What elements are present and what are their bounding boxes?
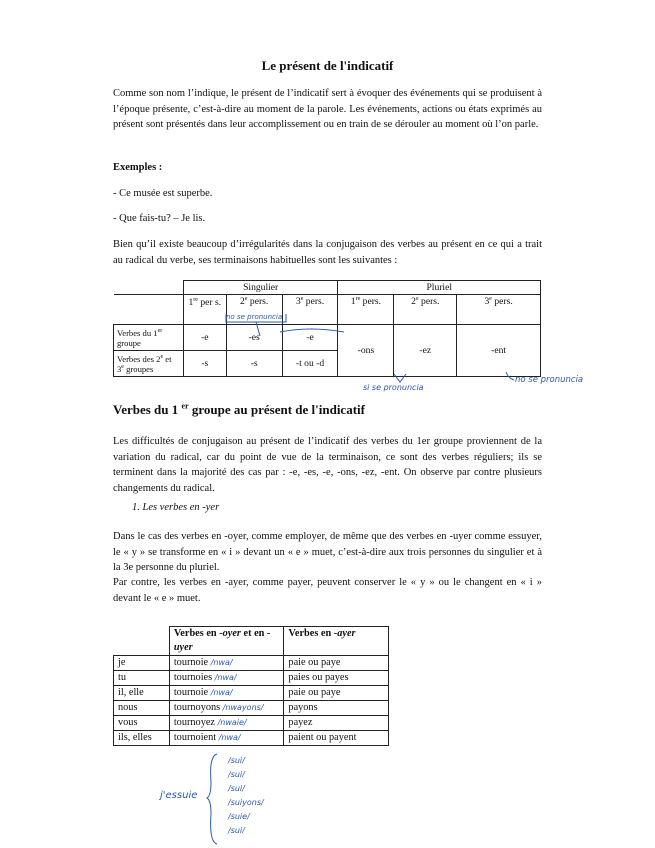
cell: -ent bbox=[457, 325, 541, 377]
oyer-cell bbox=[169, 701, 284, 716]
handwritten-list-item: /suiyons/ bbox=[228, 798, 264, 807]
irregular-paragraph: Bien qu’il existe beaucoup d’irrégularités dans la conjugaison des verbes au présent en ce qui a trait au radical du verbe, ses terminaisons habituelles sont les suivantes : bbox=[113, 239, 542, 266]
handwritten-list-item: /sui/ bbox=[228, 826, 245, 835]
yer-paragraph-1: Dans le cas des verbes en -oyer, comme employer, de même que des verbes en -uyer comme essuyer, le « y » se transforme en « i » devant un « e » muet, c’est-à-dire aux trois personnes du singulier et à la 3e personne du pluriel. bbox=[113, 531, 542, 574]
table-row bbox=[114, 716, 389, 731]
oyer-form: tournoyons bbox=[173, 702, 221, 713]
col-oyer-header: Verbes en -oyer et en -uyer bbox=[169, 627, 284, 656]
pronoun-cell: vous bbox=[114, 716, 170, 731]
oyer-cell bbox=[169, 656, 284, 671]
cell: -e bbox=[183, 325, 226, 351]
cell: -e bbox=[282, 325, 338, 351]
header-p3-plur: 3e pers. bbox=[457, 295, 541, 325]
pronoun-cell: tu bbox=[114, 671, 170, 686]
oyer-form: tournoie bbox=[173, 657, 209, 668]
ayer-cell: payez bbox=[284, 716, 389, 731]
handwritten-note-si-se-pronuncia: si se pronuncia bbox=[363, 383, 424, 392]
oyer-form: tournoie bbox=[173, 687, 209, 698]
row-label-group23: Verbes des 2e et 3e groupes bbox=[114, 351, 184, 377]
handwritten-bracket bbox=[220, 308, 360, 338]
pronoun-cell: je bbox=[114, 656, 170, 671]
example-1: - Ce musée est superbe. bbox=[113, 188, 213, 199]
handwritten-list-item: /sui/ bbox=[228, 784, 245, 793]
oyer-cell bbox=[169, 731, 284, 746]
oyer-form: tournoient bbox=[173, 732, 217, 743]
table-row bbox=[114, 701, 389, 716]
handwritten-brace bbox=[205, 752, 219, 846]
cell: -s bbox=[183, 351, 226, 377]
handwritten-phonetic: /nwa/ bbox=[210, 658, 233, 667]
handwritten-list bbox=[228, 754, 264, 838]
cell: -s bbox=[226, 351, 282, 377]
cell: -ons bbox=[338, 325, 394, 377]
pronoun-cell: ils, elles bbox=[114, 731, 170, 746]
handwritten-list-item: /sui/ bbox=[228, 756, 245, 765]
table-row bbox=[114, 731, 389, 746]
oyer-form: tournoyez bbox=[173, 717, 215, 728]
header-p2-sing: 2e pers. bbox=[226, 295, 282, 325]
pronoun-cell: nous bbox=[114, 701, 170, 716]
conjugation-table bbox=[113, 626, 389, 746]
list-item-yer: 1. Les verbes en -yer bbox=[132, 502, 220, 513]
pluriel-header: Pluriel bbox=[338, 281, 541, 295]
page-title: Le présent de l'indicatif bbox=[261, 58, 394, 73]
oyer-cell bbox=[169, 686, 284, 701]
handwritten-list-item: /sui/ bbox=[228, 770, 245, 779]
example-2: - Que fais-tu? – Je lis. bbox=[113, 213, 206, 224]
ayer-cell: paie ou paye bbox=[284, 686, 389, 701]
row-label-group1: Verbes du 1er groupe bbox=[114, 325, 184, 351]
handwritten-jessuie: j'essuie bbox=[160, 790, 198, 801]
handwritten-list-item: /suie/ bbox=[228, 812, 250, 821]
cell: -t ou -d bbox=[282, 351, 338, 377]
header-p1-sing: 1re per s. bbox=[183, 295, 226, 325]
yer-paragraph-2: Par contre, les verbes en -ayer, comme payer, peuvent conserver le « y » ou le changent en « i » devant le « e » muet. bbox=[113, 577, 542, 604]
table-row bbox=[114, 656, 389, 671]
header-p2-plur: 2e pers. bbox=[394, 295, 457, 325]
singulier-header: Singulier bbox=[183, 281, 338, 295]
oyer-form: tournoies bbox=[173, 672, 213, 683]
header-p3-sing: 3e pers. bbox=[282, 295, 338, 325]
handwritten-phonetic: /nwa/ bbox=[218, 733, 241, 742]
cell: -ez bbox=[394, 325, 457, 377]
header-p1-plur: 1re pers. bbox=[338, 295, 394, 325]
table-row bbox=[114, 671, 389, 686]
handwritten-note-no-se-pronuncia-2: no se pronuncia bbox=[515, 375, 584, 385]
intro-paragraph: Comme son nom l’indique, le présent de l’indicatif sert à évoquer des événements qui se produisent à l’époque présente, c’est-à-dire au moment de la parole. Les événements, actions ou états exprimés au présent sont présentés dans leur accomplissement ou en train de se dérouler au moment où l’on parle. bbox=[113, 88, 542, 131]
section-heading: Verbes du 1 $^{er}$ groupe au présent de l'indicatif bbox=[113, 401, 365, 417]
ayer-cell: paient ou payent bbox=[284, 731, 389, 746]
examples-label: Exemples : bbox=[113, 162, 163, 173]
oyer-cell bbox=[169, 671, 284, 686]
handwritten-phonetic: /nwa/ bbox=[210, 688, 233, 697]
table-row bbox=[114, 686, 389, 701]
ayer-cell: paies ou payes bbox=[284, 671, 389, 686]
ayer-cell: payons bbox=[284, 701, 389, 716]
handwritten-phonetic: /nwaie/ bbox=[217, 718, 247, 727]
section-paragraph: Les difficultés de conjugaison au présent de l’indicatif des verbes du 1er groupe proviennent de la variation du radical, car du point de vue de la terminaison, ce sont des verbes réguliers; ils se terminent dans la majorité des cas par : -e, -es, -e, -ons, -ez, -ent. On observe par contre plusieurs changements du radical. bbox=[113, 436, 542, 494]
handwritten-phonetic: /nwayons/ bbox=[222, 703, 264, 712]
ayer-cell: paie ou paye bbox=[284, 656, 389, 671]
handwritten-note-no-se-pronuncia: no se pronuncia bbox=[226, 313, 283, 321]
cell: -es bbox=[226, 325, 282, 351]
handwritten-phonetic: /nwa/ bbox=[214, 673, 237, 682]
oyer-cell bbox=[169, 716, 284, 731]
pronoun-cell: il, elle bbox=[114, 686, 170, 701]
col-ayer-header: Verbes en -ayer bbox=[284, 627, 389, 656]
